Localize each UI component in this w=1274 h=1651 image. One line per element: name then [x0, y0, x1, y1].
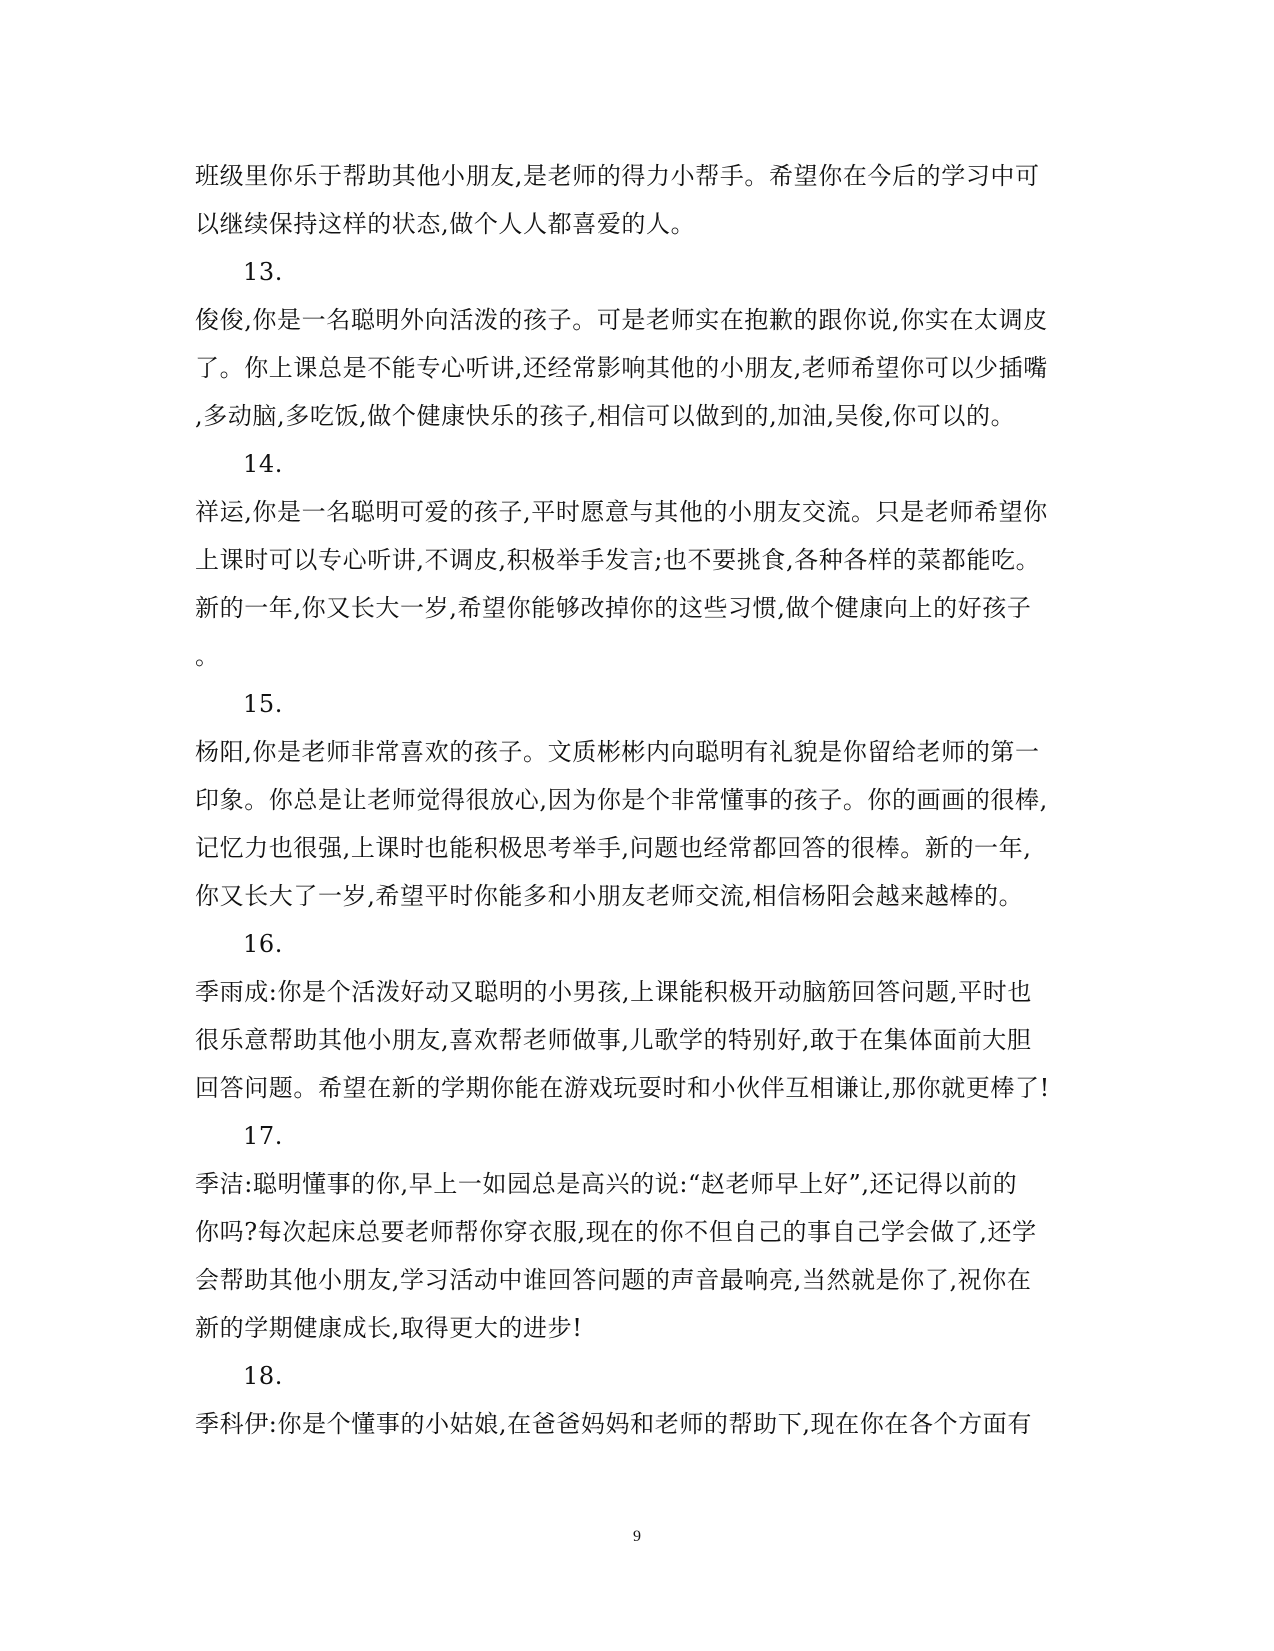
- comment-paragraph: [195, 488, 1070, 680]
- text-line: 回答问题。希望在新的学期你能在游戏玩耍时和小伙伴互相谦让,那你就更棒了!: [195, 1074, 1050, 1102]
- item-number: 17.: [243, 1122, 283, 1150]
- text-line: 季洁:聪明懂事的你,早上一如园总是高兴的说:“赵老师早上好”,还记得以前的: [195, 1170, 1018, 1198]
- text-line: 新的一年,你又长大一岁,希望你能够改掉你的这些习惯,做个健康向上的好孩子: [195, 594, 1032, 622]
- text-line: 以继续保持这样的状态,做个人人都喜爱的人。: [195, 210, 696, 238]
- text-line: 新的学期健康成长,取得更大的进步!: [195, 1314, 583, 1342]
- item-number: 18.: [243, 1362, 283, 1390]
- text-line: 季雨成:你是个活泼好动又聪明的小男孩,上课能积极开动脑筋回答问题,平时也: [195, 978, 1032, 1006]
- comment-paragraph: [195, 1160, 1070, 1352]
- text-line: ,多动脑,多吃饭,做个健康快乐的孩子,相信可以做到的,加油,吴俊,你可以的。: [195, 402, 1016, 430]
- document-body: [195, 152, 1070, 1448]
- text-line: 记忆力也很强,上课时也能积极思考举手,问题也经常都回答的很棒。新的一年,: [195, 834, 1032, 862]
- comment-paragraph: [195, 1400, 1070, 1448]
- text-line: 杨阳,你是老师非常喜欢的孩子。文质彬彬内向聪明有礼貌是你留给老师的第一: [195, 738, 1040, 766]
- text-line: 你又长大了一岁,希望平时你能多和小朋友老师交流,相信杨阳会越来越棒的。: [195, 882, 1024, 910]
- comment-paragraph: [195, 728, 1070, 920]
- text-line: 会帮助其他小朋友,学习活动中谁回答问题的声音最响亮,当然就是你了,祝你在: [195, 1266, 1032, 1294]
- comment-paragraph: [195, 296, 1070, 440]
- page-number: 9: [633, 1528, 641, 1545]
- text-line: 季科伊:你是个懂事的小姑娘,在爸爸妈妈和老师的帮助下,现在你在各个方面有: [195, 1410, 1032, 1438]
- text-line: 你吗?每次起床总要老师帮你穿衣服,现在的你不但自己的事自己学会做了,还学: [195, 1218, 1037, 1246]
- item-number: 15.: [243, 690, 283, 718]
- text-line: 。: [195, 642, 220, 670]
- text-line: 上课时可以专心听讲,不调皮,积极举手发言;也不要挑食,各种各样的菜都能吃。: [195, 546, 1041, 574]
- comment-paragraph: [195, 968, 1070, 1112]
- text-line: 班级里你乐于帮助其他小朋友,是老师的得力小帮手。希望你在今后的学习中可: [195, 162, 1040, 190]
- item-number: 14.: [243, 450, 283, 478]
- comment-paragraph: [195, 152, 1070, 248]
- text-line: 祥运,你是一名聪明可爱的孩子,平时愿意与其他的小朋友交流。只是老师希望你: [195, 498, 1048, 526]
- item-number: 16.: [243, 930, 283, 958]
- text-line: 印象。你总是让老师觉得很放心,因为你是个非常懂事的孩子。你的画画的很棒,: [195, 786, 1048, 814]
- text-line: 俊俊,你是一名聪明外向活泼的孩子。可是老师实在抱歉的跟你说,你实在太调皮: [195, 306, 1048, 334]
- text-line: 很乐意帮助其他小朋友,喜欢帮老师做事,儿歌学的特别好,敢于在集体面前大胆: [195, 1026, 1032, 1054]
- text-line: 了。你上课总是不能专心听讲,还经常影响其他的小朋友,老师希望你可以少插嘴: [195, 354, 1048, 382]
- item-number: 13.: [243, 258, 283, 286]
